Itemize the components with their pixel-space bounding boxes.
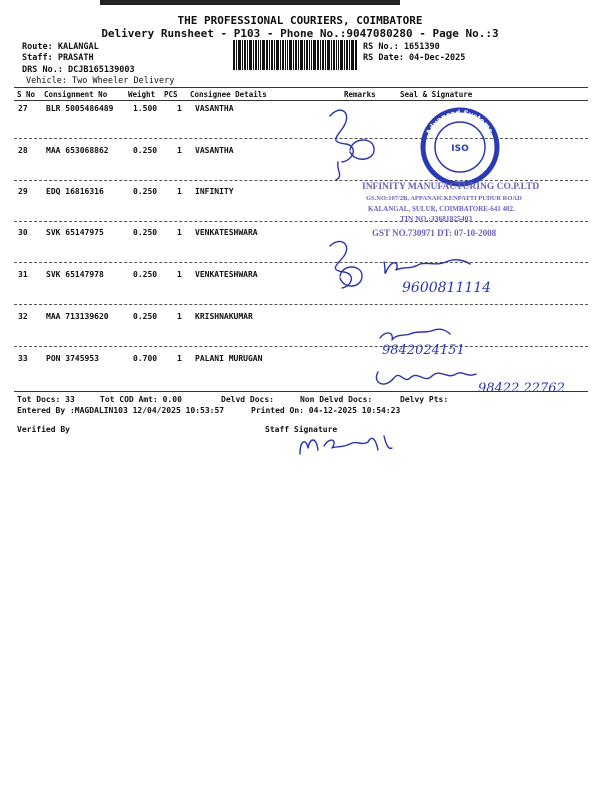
phone-row-33: 98422 22762 <box>478 381 565 396</box>
row-consignment: EDQ 16816316 <box>46 187 104 196</box>
stamp-tin: TIN NO.:33681825403 <box>400 214 473 223</box>
signature-row-32 <box>380 329 450 340</box>
col-pcs: PCS <box>164 90 178 99</box>
printed-on: Printed On: 04-12-2025 10:54:23 <box>251 406 401 415</box>
row-consignee: PALANI MURUGAN <box>195 354 263 363</box>
runsheet-subtitle: Delivery Runsheet - P103 - Phone No.:9047080280 - Page No.:3 <box>101 27 499 40</box>
row-consignee: INFINITY <box>195 187 234 196</box>
row-consignment: SVK 65147975 <box>46 228 104 237</box>
stamp-address-2: KALANGAL, SULUR, COIMBATORE-641 402. <box>368 205 515 213</box>
route: Route: KALANGAL <box>22 42 99 52</box>
row-weight: 0.250 <box>133 312 158 321</box>
phone-row-31: 9600811114 <box>402 280 492 296</box>
verified-by: Verified By <box>17 425 70 434</box>
row-sno: 33 <box>18 354 28 363</box>
company-title: THE PROFESSIONAL COURIERS, COIMBATORE <box>177 14 423 27</box>
signature-row-33 <box>376 372 476 384</box>
staff: Staff: PRASATH <box>22 53 94 63</box>
row-weight: 0.250 <box>133 187 158 196</box>
tot-cod-amt: Tot COD Amt: 0.00 <box>100 395 182 404</box>
seal-ring-text: Advanced Systems <box>424 108 495 137</box>
row-consignee: VENKATESHWARA <box>195 228 258 237</box>
drs-number: DRS No.: DCJB165139003 <box>22 65 135 75</box>
row-consignment: MAA 653068862 <box>46 146 109 155</box>
col-consignee: Consignee Details <box>190 90 267 99</box>
row-pcs: 1 <box>177 270 182 279</box>
row-pcs: 1 <box>177 228 182 237</box>
row-pcs: 1 <box>177 354 182 363</box>
row-pcs: 1 <box>177 312 182 321</box>
delvy-pts: Delvy Pts: <box>400 395 449 404</box>
row-weight: 0.250 <box>133 146 158 155</box>
company-seal <box>423 109 497 184</box>
row-consignment: MAA 713139620 <box>46 312 109 321</box>
stamp-company: INFINITY MANUFACTURING CO.P.LTD <box>362 182 540 192</box>
row-sno: 31 <box>18 270 28 279</box>
staff-signature-label: Staff Signature <box>265 425 338 434</box>
signature-mark-rows-27-29 <box>330 110 353 180</box>
col-consignment: Consignment No <box>44 90 108 99</box>
entered-by: Entered By :MAGDALIN103 12/04/2025 10:53:57 <box>17 406 225 415</box>
row-weight: 0.250 <box>133 228 158 237</box>
phone-row-32: 9842024151 <box>382 343 465 358</box>
row-consignee: KRISHNAKUMAR <box>195 312 253 321</box>
row-consignee: VENKATESHWARA <box>195 270 258 279</box>
row-sno: 30 <box>18 228 28 237</box>
seal-center-text: ISO <box>451 144 469 154</box>
delvd-docs: Delvd Docs: <box>221 395 274 404</box>
row-sno: 28 <box>18 146 28 155</box>
col-seal: Seal & Signature <box>400 90 473 99</box>
tot-docs: Tot Docs: 33 <box>17 395 75 404</box>
rs-number: RS No.: 1651390 <box>363 42 440 52</box>
row-pcs: 1 <box>177 187 182 196</box>
row-consignment: BLR 5005486489 <box>46 104 114 113</box>
rs-date: RS Date: 04-Dec-2025 <box>363 53 466 63</box>
staff-signature <box>300 436 392 454</box>
row-consignee: VASANTHA <box>195 146 234 155</box>
col-weight: Weight <box>128 90 156 99</box>
row-consignment: PON 3745953 <box>46 354 99 363</box>
signature-row-31 <box>384 260 470 273</box>
row-sno: 29 <box>18 187 28 196</box>
col-sno: S No <box>17 90 36 99</box>
col-remarks: Remarks <box>344 90 376 99</box>
non-delvd-docs: Non Delvd Docs: <box>300 395 373 404</box>
row-consignment: SVK 65147978 <box>46 270 104 279</box>
row-weight: 1.500 <box>133 104 158 113</box>
row-weight: 0.700 <box>133 354 158 363</box>
row-sno: 27 <box>18 104 28 113</box>
row-weight: 0.250 <box>133 270 158 279</box>
row-pcs: 1 <box>177 146 182 155</box>
stamp-address-1: GS.NO:107/2B, APPANAICKENPATTI PUDUR ROAD <box>366 195 522 202</box>
vehicle: Vehicle: Two Wheeler Delivery <box>26 76 175 86</box>
row-consignee: VASANTHA <box>195 104 234 113</box>
row-pcs: 1 <box>177 104 182 113</box>
stamp-gst: GST NO.730971 DT: 07-10-2008 <box>372 228 497 238</box>
row-sno: 32 <box>18 312 28 321</box>
